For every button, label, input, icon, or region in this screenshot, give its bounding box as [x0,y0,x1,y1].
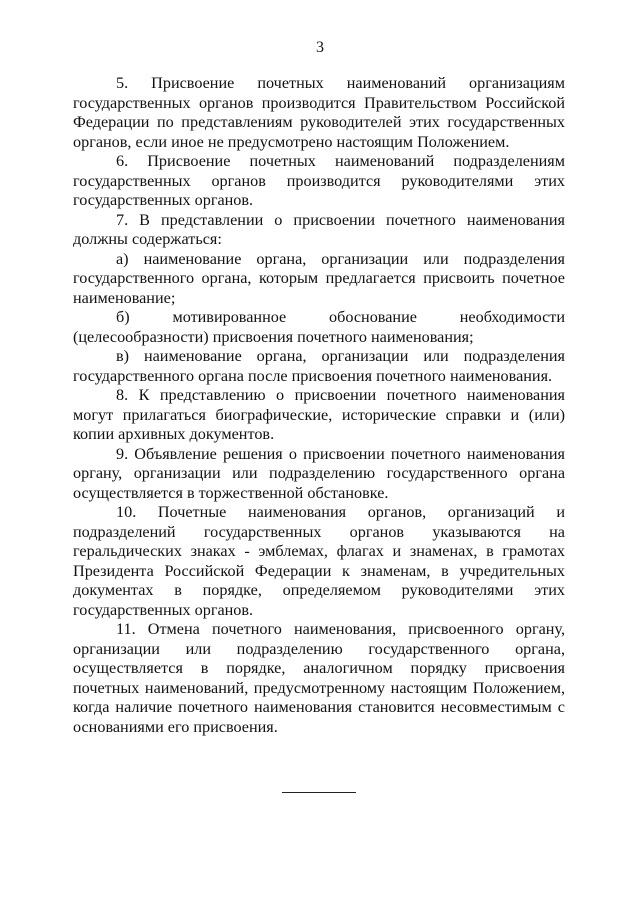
document-body [73,74,565,737]
paragraph-7: 7. В представлении о присвоении почетного наименования должны содержаться: [73,210,565,248]
paragraph-10: 10. Почетные наименования органов, организаций и подразделений государственных органов указываются на геральдических знаках - эмблемах, флагах и знаменах, в грамотах Президента Российской Федерации к знаменам, в учредительных документах в порядке, определяемом руководителями этих государственных органов. [73,503,565,619]
paragraph-7v: в) наименование органа, организации или подразделения государственного органа после присвоения почетного наименования. [73,347,565,385]
paragraph-7b: б) мотивированное обоснование необходимости (целесообразности) присвоения почетного наименования; [73,308,565,346]
paragraph-7a: а) наименование органа, организации или подразделения государственного органа, которым предлагается присвоить почетное наименование; [73,249,565,307]
paragraph-11: 11. Отмена почетного наименования, присвоенного органу, организации или подразделению государственного органа, осуществляется в порядке, аналогичном порядку присвоения почетных наименований, предусмотренному настоящим Положением, когда наличие почетного наименования становится несовместимым с основаниями его присвоения. [73,620,565,736]
paragraph-5: 5. Присвоение почетных наименований организациям государственных органов производится Правительством Российской Федерации по представлениям руководителей этих государственных органов, если иное не предусмотрено настоящим Положением. [73,74,565,151]
page-number: 3 [316,39,324,56]
paragraph-6: 6. Присвоение почетных наименований подразделениям государственных органов производится руководителями этих государственных органов. [73,152,565,209]
paragraph-9: 9. Объявление решения о присвоении почетного наименования органу, организации или подразделению государственного органа осуществляется в торжественной обстановке. [73,444,565,502]
paragraph-8: 8. К представлению о присвоении почетного наименования могут прилагаться биографические, исторические справки и (или) копии архивных документов. [73,386,565,443]
end-separator-line [282,792,356,793]
